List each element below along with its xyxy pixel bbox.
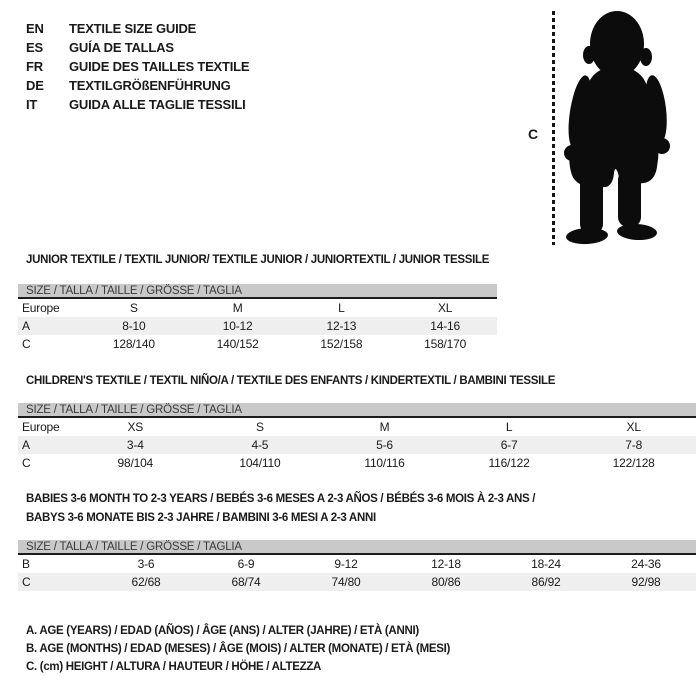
language-list <box>26 19 249 114</box>
babies-size-table <box>18 540 696 591</box>
table-cell: 116/122 <box>488 456 530 470</box>
column-header: M <box>379 420 390 434</box>
table-cell: 98/104 <box>117 456 154 470</box>
junior-size-table <box>18 284 497 353</box>
table-cell: 3-6 <box>137 557 155 571</box>
table-cell: 5-6 <box>376 438 393 452</box>
language-label: TEXTILE SIZE GUIDE <box>69 21 197 36</box>
height-measure-label: C <box>528 126 538 142</box>
table-cell: 158/170 <box>424 337 467 351</box>
table-header-row <box>18 418 696 436</box>
table-cell: 152/158 <box>320 337 363 351</box>
table-cell: 7-8 <box>625 438 643 452</box>
language-row <box>26 57 249 76</box>
footnote-b: B. AGE (MONTHS) / EDAD (MESES) / ÂGE (MOIS) / ALTER (MONATE) / ETÀ (MESI) <box>26 643 451 655</box>
column-header: L <box>338 301 345 315</box>
table-cell: 8-10 <box>122 319 146 333</box>
language-row <box>26 95 249 114</box>
table-cell: 18-24 <box>531 557 561 571</box>
babies-title-line2: BABYS 3-6 MONATE BIS 2-3 JAHRE / BAMBINI 3-6 MESI A 2-3 ANNI <box>26 512 376 524</box>
row-label: C <box>22 575 31 589</box>
language-label: TEXTILGRÖßENFÜHRUNG <box>69 78 231 93</box>
language-code: IT <box>26 97 38 112</box>
table-cell: 3-4 <box>126 438 144 452</box>
table-cell: 68/74 <box>231 575 261 589</box>
column-header: S <box>255 420 264 434</box>
size-header-bar: SIZE / TALLA / TAILLE / GRÖSSE / TAGLIA <box>18 403 696 418</box>
row-label: A <box>22 319 30 333</box>
children-size-table <box>18 403 696 472</box>
table-header-row <box>18 299 497 317</box>
language-code: FR <box>26 59 43 74</box>
column-header: S <box>129 301 138 315</box>
table-cell: 86/92 <box>531 575 561 589</box>
language-code: DE <box>26 78 44 93</box>
table-cell: 140/152 <box>216 337 259 351</box>
footnote-c: C. (cm) HEIGHT / ALTURA / HAUTEUR / HÖHE / ALTEZZA <box>26 661 322 673</box>
children-section-title: CHILDREN'S TEXTILE / TEXTIL NIÑO/A / TEXTILE DES ENFANTS / KINDERTEXTIL / BAMBINI TESSILE <box>26 375 556 387</box>
table-row <box>18 335 497 353</box>
column-header: XL <box>437 301 453 315</box>
column-header: XS <box>127 420 144 434</box>
row-label: A <box>22 438 30 452</box>
column-header: Europe <box>22 420 60 434</box>
table-cell: 6-9 <box>237 557 255 571</box>
toddler-silhouette-icon <box>556 6 700 246</box>
size-header-bar: SIZE / TALLA / TAILLE / GRÖSSE / TAGLIA <box>18 540 696 555</box>
language-code: ES <box>26 40 43 55</box>
table-cell: 6-7 <box>500 438 518 452</box>
table-row <box>18 436 696 454</box>
junior-section-title: JUNIOR TEXTILE / TEXTIL JUNIOR/ TEXTILE JUNIOR / JUNIORTEXTIL / JUNIOR TESSILE <box>26 254 490 266</box>
language-row <box>26 19 249 38</box>
table-cell: 24-36 <box>631 557 661 571</box>
column-header: Europe <box>22 301 60 315</box>
footnote-list <box>26 622 450 676</box>
table-cell: 92/98 <box>631 575 661 589</box>
table-row <box>18 454 696 472</box>
table-cell: 12-13 <box>326 319 357 333</box>
table-cell: 80/86 <box>431 575 461 589</box>
table-row <box>18 573 696 591</box>
table-cell: 12-18 <box>431 557 461 571</box>
babies-section-title <box>26 490 535 528</box>
column-header: M <box>232 301 243 315</box>
table-cell: 104/110 <box>239 456 281 470</box>
table-row <box>18 555 696 573</box>
row-label: B <box>22 557 30 571</box>
table-cell: 62/68 <box>131 575 161 589</box>
table-cell: 122/128 <box>612 456 655 470</box>
language-label: GUIDE DES TAILLES TEXTILE <box>69 59 250 74</box>
language-label: GUÍA DE TALLAS <box>69 40 174 55</box>
language-label: GUIDA ALLE TAGLIE TESSILI <box>69 97 246 112</box>
language-row <box>26 38 249 57</box>
language-code: EN <box>26 21 44 36</box>
footnote-a: A. AGE (YEARS) / EDAD (AÑOS) / ÂGE (ANS) / ALTER (JAHRE) / ETÀ (ANNI) <box>26 625 419 637</box>
table-row <box>18 317 497 335</box>
table-cell: 10-12 <box>222 319 253 333</box>
table-cell: 74/80 <box>331 575 361 589</box>
table-cell: 128/140 <box>112 337 155 351</box>
size-header-bar: SIZE / TALLA / TAILLE / GRÖSSE / TAGLIA <box>18 284 497 299</box>
column-header: L <box>505 420 513 434</box>
table-cell: 9-12 <box>334 557 358 571</box>
row-label: C <box>22 456 31 470</box>
babies-title-line1: BABIES 3-6 MONTH TO 2-3 YEARS / BEBÉS 3-6 MESES A 2-3 AÑOS / BÉBÉS 3-6 MOIS À 2-3 ANS / <box>26 493 536 505</box>
language-row <box>26 76 249 95</box>
table-cell: 4-5 <box>251 438 269 452</box>
height-dashed-line <box>552 11 555 245</box>
table-cell: 14-16 <box>430 319 460 333</box>
table-cell: 110/116 <box>364 456 405 470</box>
row-label: C <box>22 337 31 351</box>
column-header: XL <box>626 420 641 434</box>
